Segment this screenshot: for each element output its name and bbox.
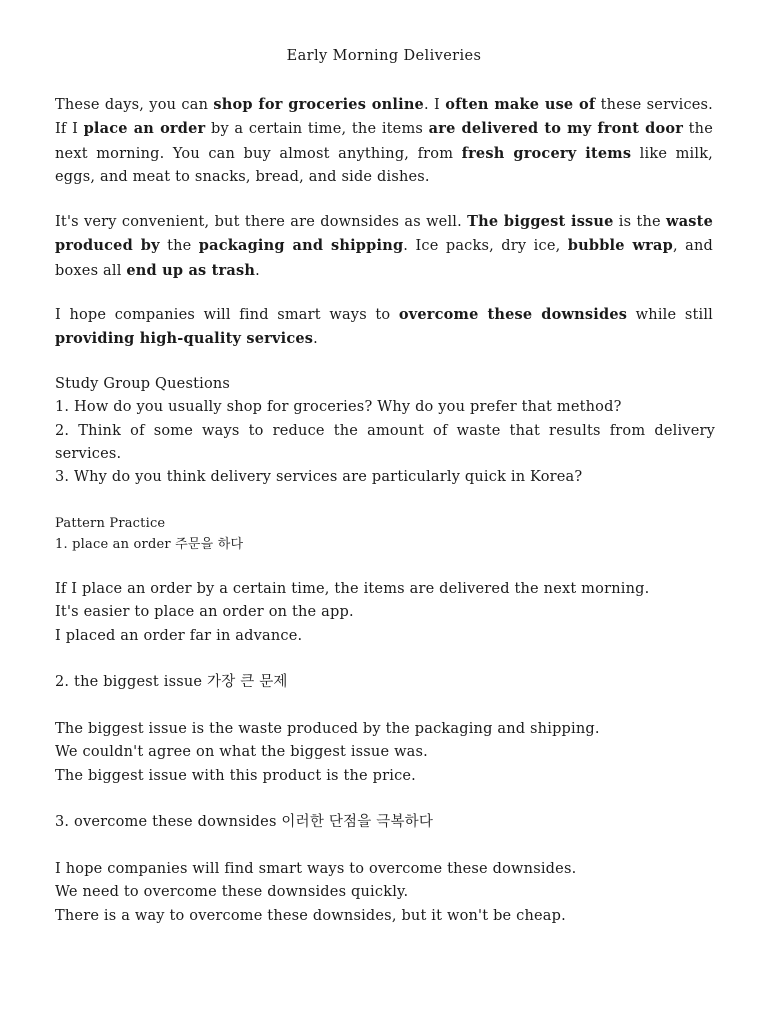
paragraph-3 [55,303,713,352]
pattern-2-examples [55,718,715,788]
question-1: 1. How do you usually shop for groceries? Why do you prefer that method? [55,399,622,416]
question-2: 2. Think of some ways to reduce the amount of waste that results from delivery services. [55,422,715,462]
paragraph-2 [55,210,713,283]
example-sentence: There is a way to overcome these downsides, but it won't be cheap. [55,907,566,924]
paragraph-text: these services. If I [55,97,713,138]
pattern-heading: Pattern Practice [55,516,166,531]
paragraph-text: by a certain time, the items [205,121,429,138]
example-sentence: We need to overcome these downsides quickly. [55,884,409,901]
key-phrase: place an order [83,120,206,138]
paragraph-text: . [313,331,318,348]
example-sentence: If I place an order by a certain time, the items are delivered the next morning. [55,581,650,597]
paragraph-text: These days, you can [55,97,214,113]
key-phrase: are delivered to my front door [428,120,684,138]
paragraph-text: like milk, eggs, and meat to snacks, bread, and side dishes. [55,145,713,185]
paragraph-text: the [159,238,199,255]
paragraph-text: , and boxes all [55,238,713,279]
study-heading: Study Group Questions [55,376,231,392]
key-phrase: waste produced by [55,213,713,255]
paragraph-text: . Ice packs, dry ice, [403,238,568,255]
key-phrase: The biggest issue [467,213,614,230]
paragraph-text: It's very convenient, but there are downsides as well. [55,214,468,230]
pattern-1-label: 1. place an order 주문을 하다 [55,537,244,552]
question-3: 3. Why do you think delivery services are particularly quick in Korea? [55,469,583,486]
pattern-1-examples [55,578,715,648]
example-sentence: We couldn't agree on what the biggest issue was. [55,744,428,761]
pattern-3-examples [55,858,715,928]
key-phrase: often make use of [445,96,596,113]
paragraph-text: the next morning. You can buy almost anything, from [55,121,714,162]
paragraph-text: is the [613,214,667,230]
document-title: Early Morning Deliveries [286,48,482,64]
key-phrase: bubble wrap [567,237,673,255]
example-sentence: I hope companies will find smart ways to overcome these downsides. [55,861,577,877]
example-sentence: It's easier to place an order on the app. [55,604,354,621]
key-phrase: shop for groceries online [213,96,424,113]
example-sentence: The biggest issue with this product is the price. [55,767,416,784]
key-phrase: fresh grocery items [461,144,632,162]
paragraph-text: I hope companies will find smart ways to [55,307,399,323]
pattern-3-label: 3. overcome these downsides 이러한 단점을 극복하다 [55,814,434,830]
key-phrase: packaging and shipping [198,237,404,255]
example-sentence: The biggest issue is the waste produced by the packaging and shipping. [55,721,600,737]
paragraph-text: while still [627,307,713,323]
key-phrase: end up as trash [126,261,256,279]
paragraph-text: . I [423,97,446,113]
example-sentence: I placed an order far in advance. [55,627,303,644]
key-phrase: overcome these downsides [398,306,628,323]
paragraph-text: . [255,262,260,279]
paragraph-1 [55,93,713,189]
key-phrase: providing high-quality services [55,330,314,348]
pattern-2-label: 2. the biggest issue 가장 큰 문제 [55,674,288,690]
study-group-questions [55,373,715,489]
